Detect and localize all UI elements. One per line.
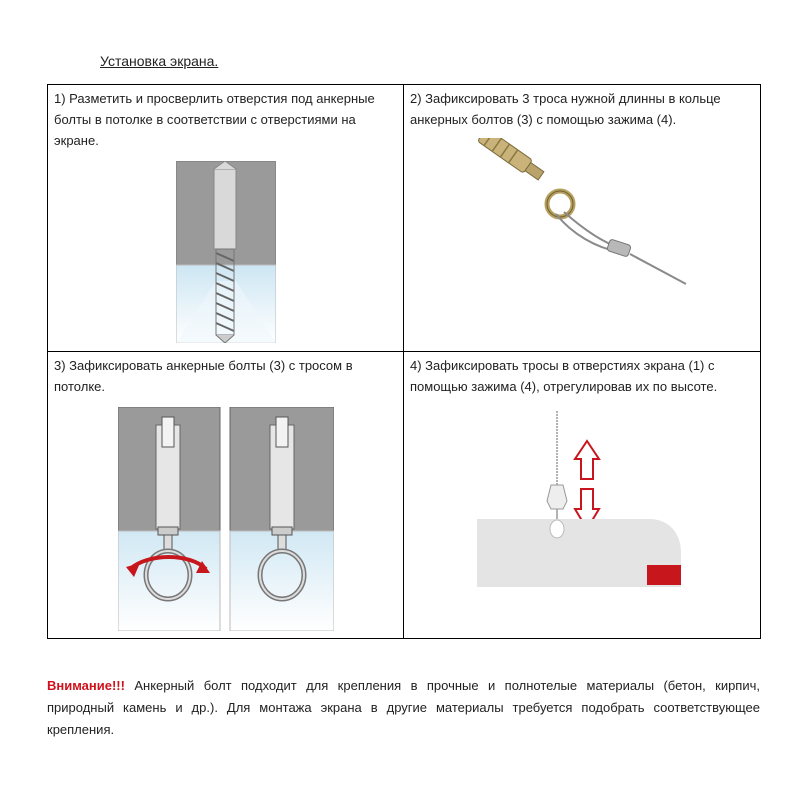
page-title: Установка экрана.: [100, 53, 219, 69]
step-2-cell: [404, 85, 761, 352]
step-3-cell: [48, 352, 404, 639]
installation-steps-table: [47, 84, 761, 639]
step-3-text: 3) Зафиксировать анкерные болты (3) с тросом в потолке.: [54, 358, 353, 394]
step-2-text: 2) Зафиксировать 3 троса нужной длинны в кольце анкерных болтов (3) с помощью зажима (4).: [410, 91, 721, 127]
warning-label: Внимание!!!: [47, 678, 125, 693]
cable-adjust-illustration: [477, 411, 687, 587]
warning-text: Анкерный болт подходит для крепления в прочные и полнотелые материалы (бетон, кирпич, природный камень и др.). Для монтажа экрана в другие материалы требуется подобрать соответствующее крепления.: [47, 678, 760, 737]
step-1-text: 1) Разметить и просверлить отверстия под анкерные болты в потолке в соответствии с отверстиями на экране.: [54, 91, 375, 148]
anchor-bolt-illustration: [118, 407, 334, 631]
step-1-cell: [48, 85, 404, 352]
anchor-cable-illustration: [472, 138, 692, 298]
step-4-text: 4) Зафиксировать тросы в отверстиях экрана (1) с помощью зажима (4), отрегулировав их по высоте.: [410, 358, 718, 394]
drill-illustration: [176, 161, 276, 343]
warning-note: [47, 675, 760, 741]
step-4-cell: [404, 352, 761, 639]
